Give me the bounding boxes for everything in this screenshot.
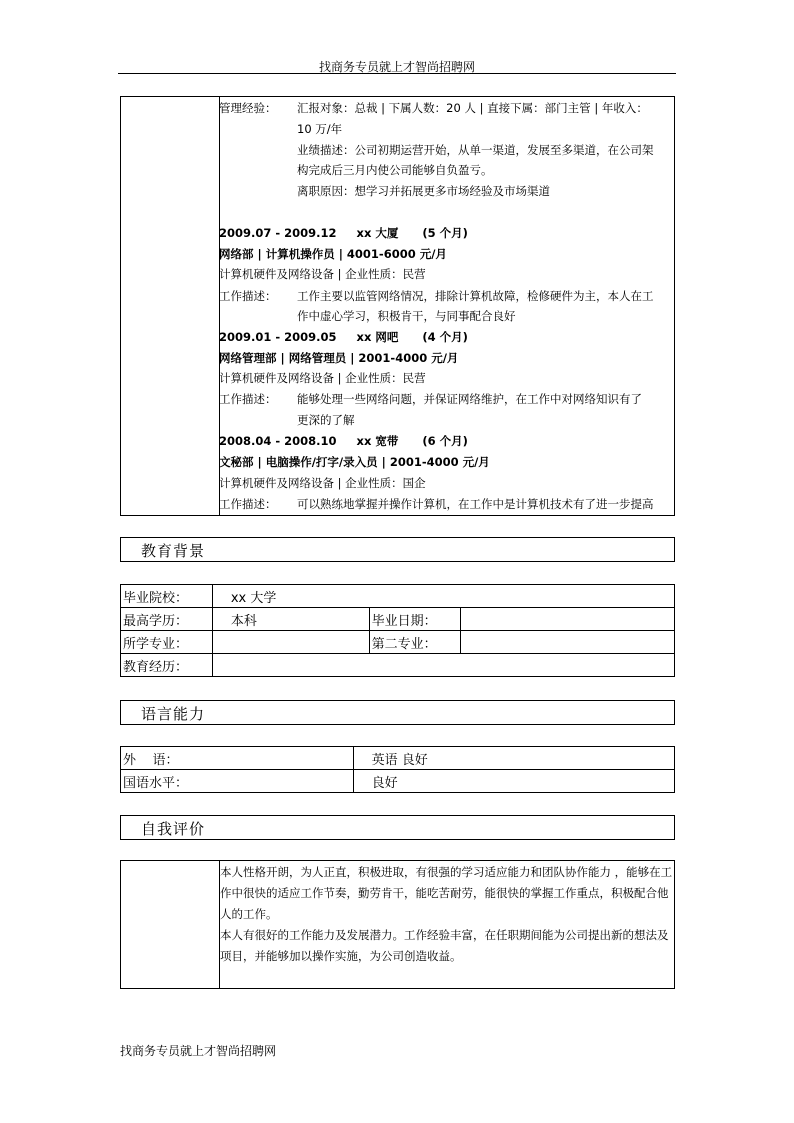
job-role: 文秘部 | 电脑操作/打字/录入员 | 2001-4000 元/月 [219,455,490,469]
job-title: 2009.07 - 2009.12 xx 大厦 (5 个月) [219,226,468,240]
mandarin-level-value: 良好 [353,770,674,793]
degree-label: 最高学历： [121,608,213,631]
education-heading: 教育背景 [141,542,206,560]
mgmt-perf2: 构完成后三月内使公司能够自负盈亏。 [297,163,493,177]
education-history-value [212,654,674,677]
self-eval-paragraph: 本人性格开朗，为人正直，积极进取，有很强的学习适应能力和团队协作能力 ，能够在工作中很快的适应工作节奏，勤劳肯干，能吃苦耐劳，能很快的掌握工作重点，积极配合他人的工作。 [220,865,673,921]
language-section-header [120,700,675,725]
mgmt-perf1: 业绩描述：公司初期运营开始，从单一渠道，发展至多渠道，在公司架 [297,143,654,157]
job-title: 2008.04 - 2008.10 xx 宽带 (6 个月) [219,434,468,448]
foreign-language-label: 外 语： [121,747,354,770]
job-desc-line: 工作主要以监管网络情况，排除计算机故障，检修硬件为主，本人在工 [297,289,654,303]
language-table [120,746,675,793]
job-desc-line: 可以熟练地掌握并操作计算机，在工作中是计算机技术有了进一步提高 [297,497,654,511]
school-value: xx 大学 [212,585,674,608]
job-desc-label: 工作描述： [219,497,277,511]
degree-value: 本科 [212,608,369,631]
language-heading: 语言能力 [141,705,206,723]
self-eval-paragraph: 本人有很好的工作能力及发展潜力。工作经验丰富，在任职期间能为公司提出新的想法及项目，并能够加以操作实施，为公司创造收益。 [220,928,669,963]
school-label: 毕业院校： [121,585,213,608]
job-desc-label: 工作描述： [219,392,277,406]
header-rule [118,73,676,74]
job-industry: 计算机硬件及网络设备 | 企业性质：民营 [219,371,426,385]
mgmt-label: 管理经验： [219,101,277,115]
mgmt-leave-reason: 离职原因：想学习并拓展更多市场经验及市场渠道 [297,184,550,198]
job-role: 网络管理部 | 网络管理员 | 2001-4000 元/月 [219,351,459,365]
job-desc-line: 作中虚心学习，积极肯干，与同事配合良好 [297,309,516,323]
page-footer: 找商务专员就上才智尚招聘网 [120,1044,277,1058]
second-major-value [461,631,675,654]
major-label: 所学专业： [121,631,213,654]
job-industry: 计算机硬件及网络设备 | 企业性质：民营 [219,267,426,281]
job-industry: 计算机硬件及网络设备 | 企业性质：国企 [219,476,426,490]
education-section-header [120,537,675,562]
job-desc-line: 能够处理一些网络问题，并保证网络维护，在工作中对网络知识有了 [297,392,642,406]
self-eval-text [220,862,673,967]
self-eval-section-header [120,815,675,840]
job-title: 2009.01 - 2009.05 xx 网吧 (4 个月) [219,330,468,344]
second-major-label: 第二专业： [369,631,461,654]
education-history-label: 教育经历： [121,654,213,677]
mandarin-level-label: 国语水平： [121,770,354,793]
job-role: 网络部 | 计算机操作员 | 4001-6000 元/月 [219,247,447,261]
self-eval-heading: 自我评价 [141,820,206,838]
page-header-title: 找商务专员就上才智尚招聘网 [318,60,475,74]
mgmt-line1: 汇报对象：总裁 | 下属人数：20 人 | 直接下属：部门主管 | 年收入： [297,101,648,115]
graduation-date-label: 毕业日期： [369,608,461,631]
foreign-language-value: 英语 良好 [353,747,674,770]
major-value [212,631,369,654]
education-table [120,584,675,677]
graduation-date-value [461,608,675,631]
job-desc-line: 更深的了解 [297,413,355,427]
mgmt-line2: 10 万/年 [297,122,343,136]
job-desc-label: 工作描述： [219,289,277,303]
